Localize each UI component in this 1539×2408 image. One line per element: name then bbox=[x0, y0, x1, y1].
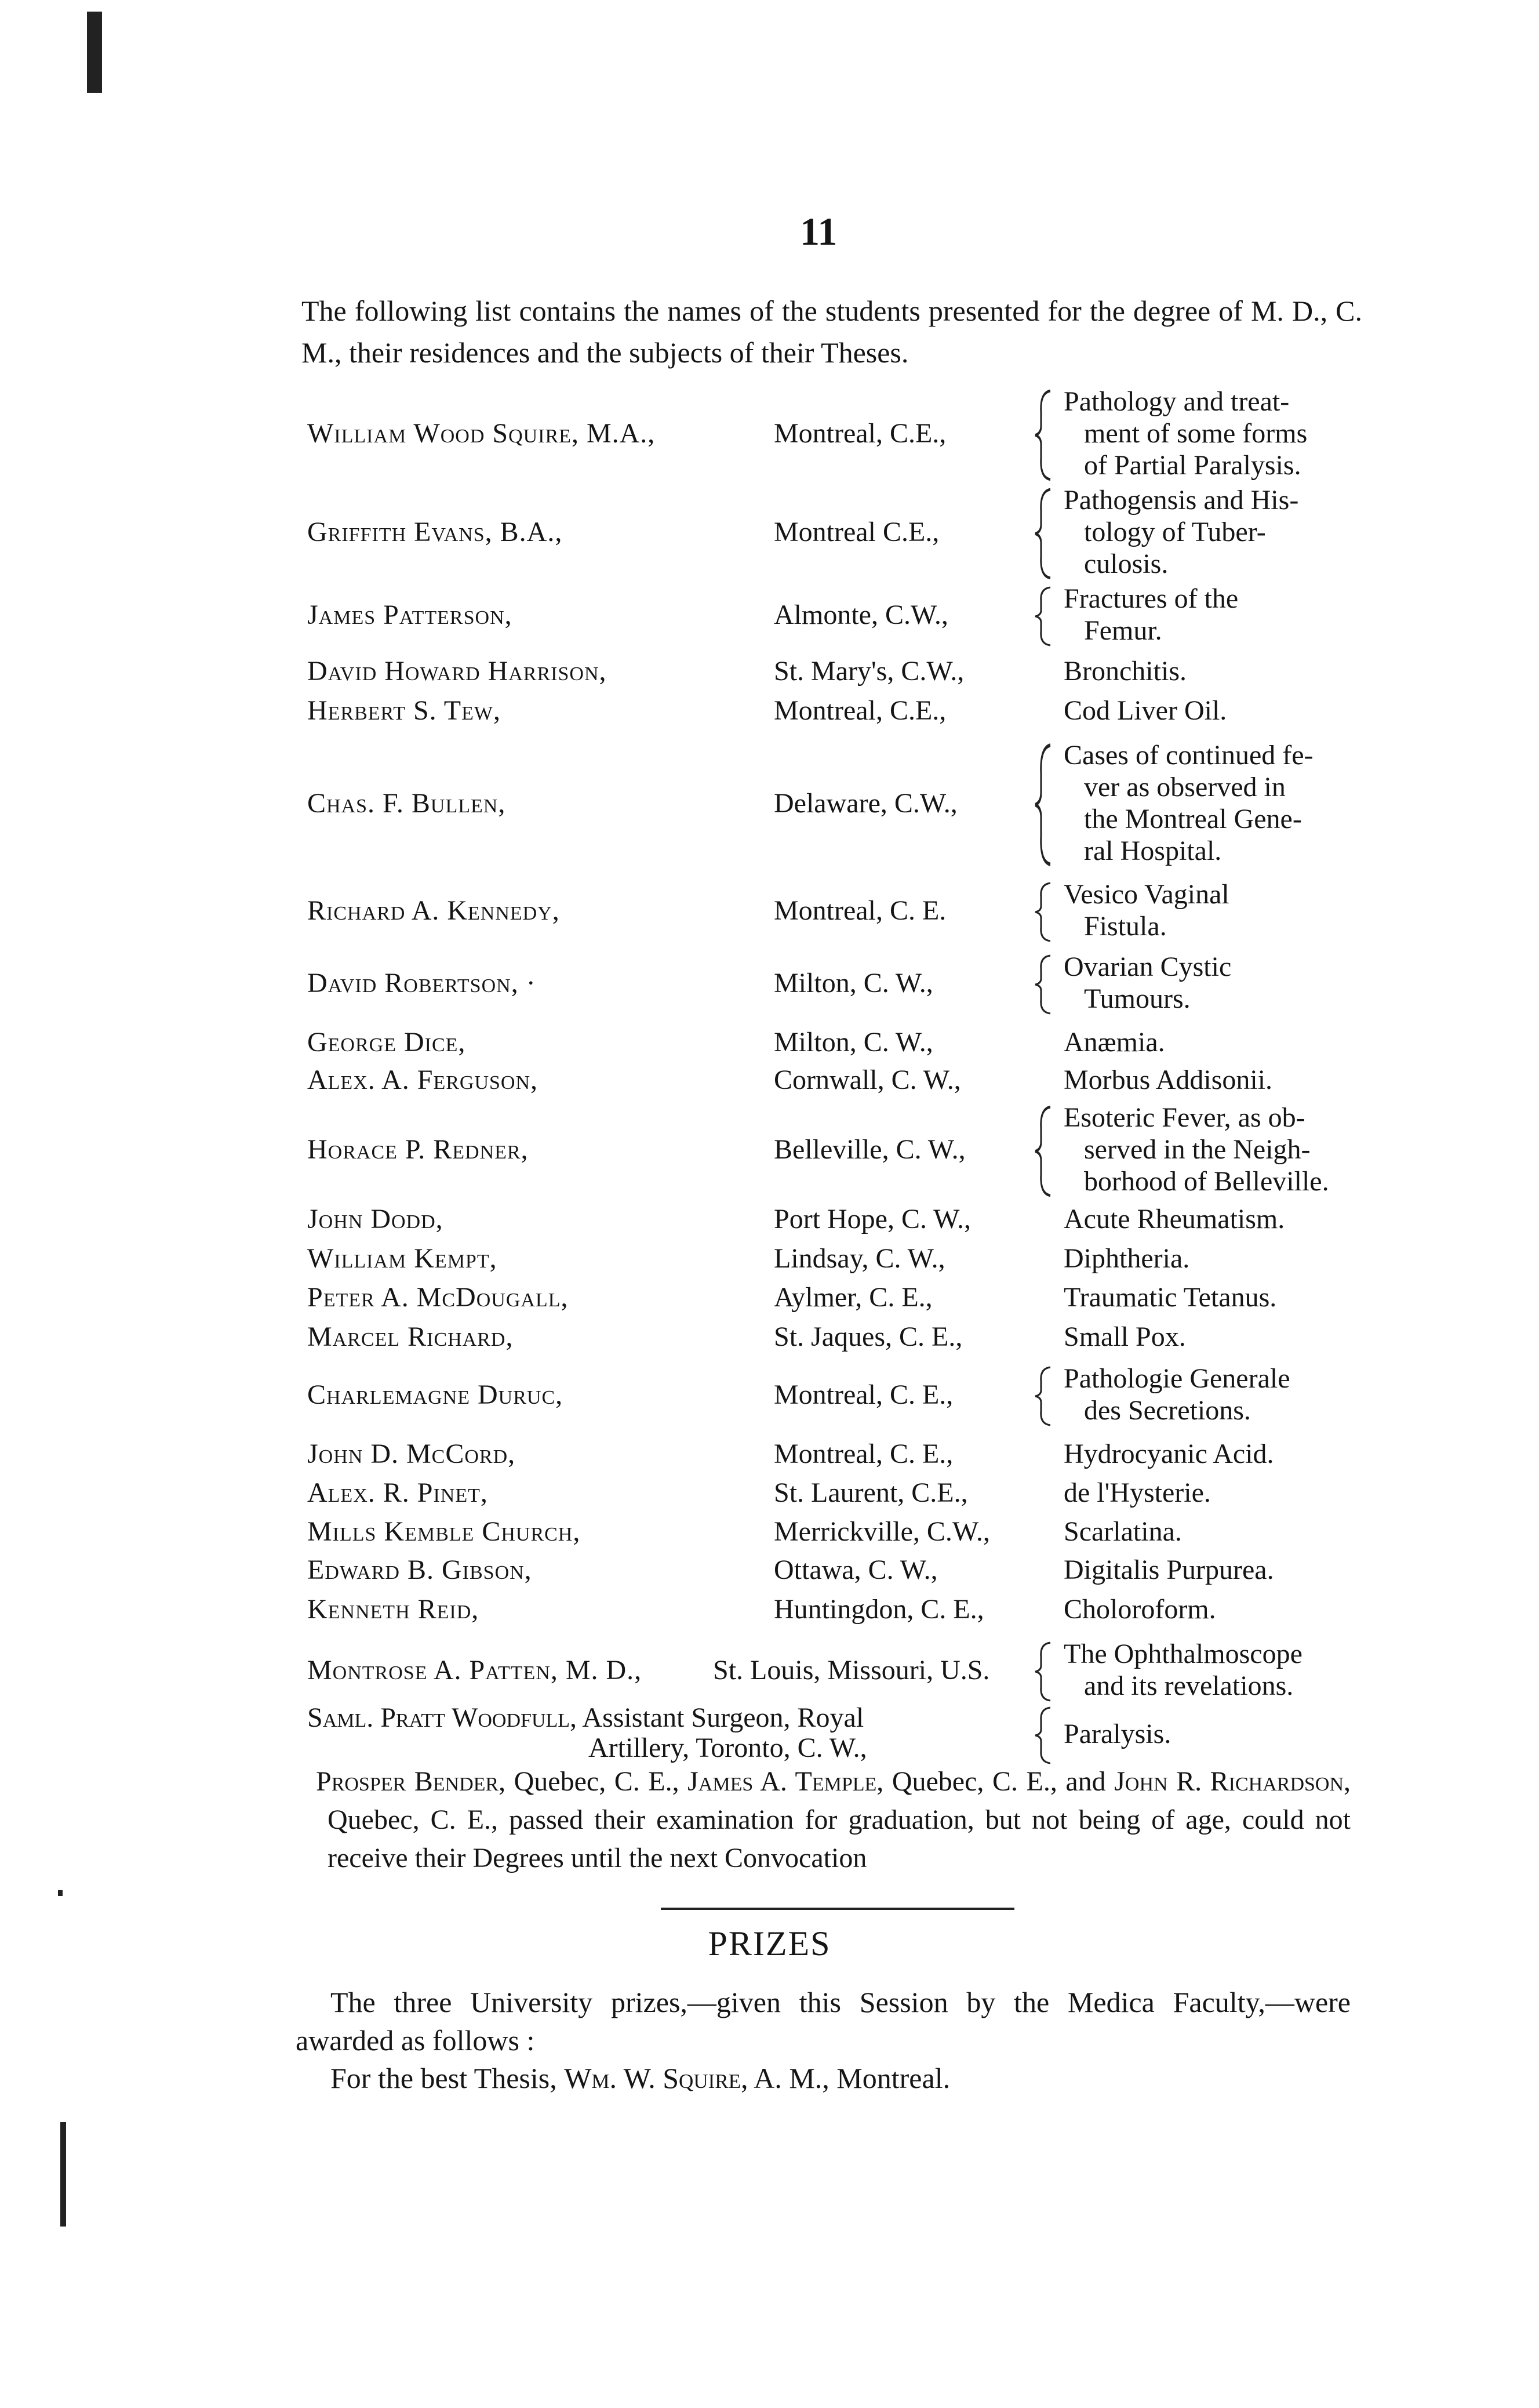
brace-icon bbox=[1033, 954, 1053, 1015]
thesis-line: Femur. bbox=[1084, 615, 1162, 646]
note-name-2: James A. Temple bbox=[687, 1766, 877, 1797]
student-name: John Dodd, bbox=[307, 1204, 443, 1234]
student-name: William Kempt, bbox=[307, 1243, 497, 1274]
prizes-heading: PRIZES bbox=[708, 1924, 831, 1963]
thesis-line: Traumatic Tetanus. bbox=[1064, 1282, 1277, 1313]
thesis-line: Pathology and treat- bbox=[1064, 386, 1290, 417]
student-name: James Patterson, bbox=[307, 599, 512, 630]
intro-paragraph: The following list contains the names of the students presented for the degree of M. D., C. M., their residences and the subjects of their Theses. bbox=[301, 295, 1362, 369]
student-residence: St. Laurent, C.E., bbox=[774, 1477, 968, 1508]
student-residence: Lindsay, C. W., bbox=[774, 1243, 945, 1274]
note-name-1: Prosper Bender bbox=[316, 1766, 499, 1797]
scan-mark-side bbox=[60, 2122, 66, 2227]
student-entry bbox=[0, 484, 1539, 580]
brace-icon bbox=[1033, 743, 1053, 867]
student-residence: Huntingdon, C. E., bbox=[774, 1594, 984, 1625]
student-name: Chas. F. Bullen, bbox=[307, 787, 506, 819]
thesis-line: Choloroform. bbox=[1064, 1594, 1216, 1625]
student-entry bbox=[0, 1026, 1539, 1058]
student-residence: Montreal, C. E. bbox=[774, 895, 947, 926]
student-residence-cont: Artillery, Toronto, C. W., bbox=[588, 1733, 867, 1763]
student-residence: Delaware, C.W., bbox=[774, 787, 958, 819]
scan-mark-top bbox=[87, 12, 102, 93]
student-name: Horace P. Redner, bbox=[307, 1134, 529, 1165]
brace-icon bbox=[1033, 1641, 1053, 1702]
student-name: David Howard Harrison, bbox=[307, 656, 607, 687]
student-name: John D. McCord, bbox=[307, 1439, 516, 1469]
thesis-line: ver as observed in bbox=[1084, 772, 1286, 802]
brace-icon bbox=[1033, 1105, 1053, 1197]
thesis-line: Hydrocyanic Acid. bbox=[1064, 1439, 1274, 1469]
student-entry bbox=[0, 1438, 1539, 1470]
underage-note: Prosper Bender, Quebec, C. E., James A. Temple, Quebec, C. E., and John R. Richardson, Quebec, C. E., passed their examination for graduation, but not being of age, could not receive their Degrees until the next Convocation bbox=[316, 1766, 1351, 1873]
student-name: Griffith Evans, B.A., bbox=[307, 517, 563, 547]
thesis-line: des Secretions. bbox=[1084, 1395, 1251, 1426]
student-entry bbox=[0, 1638, 1539, 1702]
student-entry bbox=[0, 655, 1539, 687]
thesis-line: Bronchitis. bbox=[1064, 656, 1187, 687]
thesis-line: Cod Liver Oil. bbox=[1064, 695, 1227, 726]
student-residence: Montreal, C. E., bbox=[774, 1439, 954, 1469]
student-name: Kenneth Reid, bbox=[307, 1594, 479, 1625]
section-divider bbox=[661, 1908, 1014, 1910]
thesis-line: Anæmia. bbox=[1064, 1027, 1165, 1058]
thesis-line: Pathogensis and His- bbox=[1064, 485, 1299, 515]
student-entry bbox=[0, 386, 1539, 481]
student-name: Charlemagne Duruc, bbox=[307, 1379, 563, 1410]
student-residence: Montreal, C.E., bbox=[774, 695, 947, 726]
thesis-line: Scarlatina. bbox=[1064, 1516, 1182, 1547]
student-entry bbox=[0, 1516, 1539, 1548]
thesis-line: de l'Hysterie. bbox=[1064, 1477, 1211, 1508]
student-residence: Almonte, C.W., bbox=[774, 599, 948, 630]
student-name: Saml. Pratt Woodfull, bbox=[307, 1702, 577, 1733]
student-entry bbox=[0, 1281, 1539, 1313]
thesis-line: ment of some forms bbox=[1084, 418, 1308, 449]
student-name: Richard A. Kennedy, bbox=[307, 895, 560, 926]
student-entry bbox=[0, 951, 1539, 1015]
thesis-line: Fractures of the bbox=[1064, 583, 1239, 614]
student-entry bbox=[0, 695, 1539, 727]
brace-icon bbox=[1033, 586, 1053, 647]
student-entry bbox=[0, 583, 1539, 647]
thesis-line: served in the Neigh- bbox=[1084, 1134, 1311, 1165]
thesis-line: Cases of continued fe- bbox=[1064, 740, 1314, 771]
student-residence: Cornwall, C. W., bbox=[774, 1065, 961, 1095]
student-entry bbox=[0, 1064, 1539, 1096]
thesis-title: Paralysis. bbox=[1064, 1719, 1171, 1749]
thesis-line: of Partial Paralysis. bbox=[1084, 450, 1301, 481]
student-residence: St. Jaques, C. E., bbox=[774, 1321, 963, 1352]
student-name: William Wood Squire, M.A., bbox=[307, 418, 656, 449]
note-name-3: John R. Richardson bbox=[1114, 1766, 1344, 1797]
thesis-line: Diphtheria. bbox=[1064, 1243, 1190, 1274]
student-residence: Merrickville, C.W., bbox=[774, 1516, 990, 1547]
thesis-line: the Montreal Gene- bbox=[1084, 804, 1302, 834]
student-residence: Montreal, C.E., bbox=[774, 418, 947, 449]
thesis-line: ral Hospital. bbox=[1084, 836, 1222, 866]
student-name: Alex. R. Pinet, bbox=[307, 1477, 488, 1508]
student-residence: St. Mary's, C.W., bbox=[774, 656, 965, 687]
prize-thesis-line: For the best Thesis, Wm. W. Squire, A. M., Montreal. bbox=[330, 2062, 951, 2094]
student-name: Alex. A. Ferguson, bbox=[307, 1065, 539, 1095]
thesis-line: culosis. bbox=[1084, 549, 1169, 579]
thesis-line: Esoteric Fever, as ob- bbox=[1064, 1102, 1305, 1133]
student-residence: Aylmer, C. E., bbox=[774, 1282, 933, 1313]
student-name: Montrose A. Patten, M. D., bbox=[307, 1654, 642, 1686]
thesis-line: The Ophthalmoscope bbox=[1064, 1639, 1302, 1669]
brace-icon bbox=[1033, 882, 1053, 942]
brace-icon bbox=[1033, 1366, 1053, 1426]
student-name: Marcel Richard, bbox=[307, 1321, 514, 1352]
brace-icon bbox=[1033, 1706, 1053, 1764]
thesis-line: Digitalis Purpurea. bbox=[1064, 1555, 1274, 1585]
thesis-line: and its revelations. bbox=[1084, 1670, 1294, 1701]
thesis-line: Tumours. bbox=[1084, 983, 1191, 1014]
student-residence: Milton, C. W., bbox=[774, 967, 933, 998]
student-residence: St. Louis, Missouri, U.S. bbox=[713, 1654, 990, 1686]
thesis-line: Pathologie Generale bbox=[1064, 1363, 1290, 1394]
prize-winner-name: Wm. W. Squire bbox=[564, 2062, 741, 2094]
student-entry bbox=[0, 1102, 1539, 1197]
student-name: Edward B. Gibson, bbox=[307, 1555, 532, 1585]
student-name: George Dice, bbox=[307, 1027, 466, 1058]
scan-mark-dot bbox=[58, 1890, 63, 1896]
student-name: Peter A. McDougall, bbox=[307, 1282, 569, 1313]
student-name: David Robertson, · bbox=[307, 967, 536, 998]
student-entry bbox=[0, 1321, 1539, 1353]
student-entry bbox=[0, 878, 1539, 942]
student-entry bbox=[0, 1363, 1539, 1426]
student-entry bbox=[0, 739, 1539, 867]
student-residence: Assistant Surgeon, Royal bbox=[582, 1702, 864, 1733]
page-number: 11 bbox=[800, 209, 838, 253]
brace-icon bbox=[1033, 488, 1053, 580]
student-residence: Ottawa, C. W., bbox=[774, 1555, 938, 1585]
student-residence: Port Hope, C. W., bbox=[774, 1204, 972, 1234]
thesis-line: Acute Rheumatism. bbox=[1064, 1204, 1285, 1234]
thesis-line: Small Pox. bbox=[1064, 1321, 1186, 1352]
student-entry bbox=[0, 1203, 1539, 1235]
thesis-line: Morbus Addisonii. bbox=[1064, 1065, 1273, 1095]
student-residence: Montreal, C. E., bbox=[774, 1379, 954, 1410]
thesis-line: Fistula. bbox=[1084, 911, 1167, 942]
student-name: Herbert S. Tew, bbox=[307, 695, 501, 726]
student-entry bbox=[0, 1593, 1539, 1625]
student-entry-woodfull bbox=[0, 1702, 1539, 1771]
prizes-paragraph: The three University prizes,—given this Session by the Medica Faculty,—were awarded as follows : bbox=[296, 1986, 1351, 2057]
thesis-line: borhood of Belleville. bbox=[1084, 1166, 1329, 1197]
thesis-line: Vesico Vaginal bbox=[1064, 879, 1229, 910]
student-residence: Belleville, C. W., bbox=[774, 1134, 966, 1165]
student-residence: Milton, C. W., bbox=[774, 1027, 933, 1058]
student-entry bbox=[0, 1243, 1539, 1274]
student-residence: Montreal C.E., bbox=[774, 517, 940, 547]
student-entry bbox=[0, 1477, 1539, 1509]
student-name: Mills Kemble Church, bbox=[307, 1516, 581, 1547]
thesis-line: tology of Tuber- bbox=[1084, 517, 1266, 547]
brace-icon bbox=[1033, 389, 1053, 481]
student-entry bbox=[0, 1554, 1539, 1586]
thesis-line: Ovarian Cystic bbox=[1064, 951, 1232, 982]
